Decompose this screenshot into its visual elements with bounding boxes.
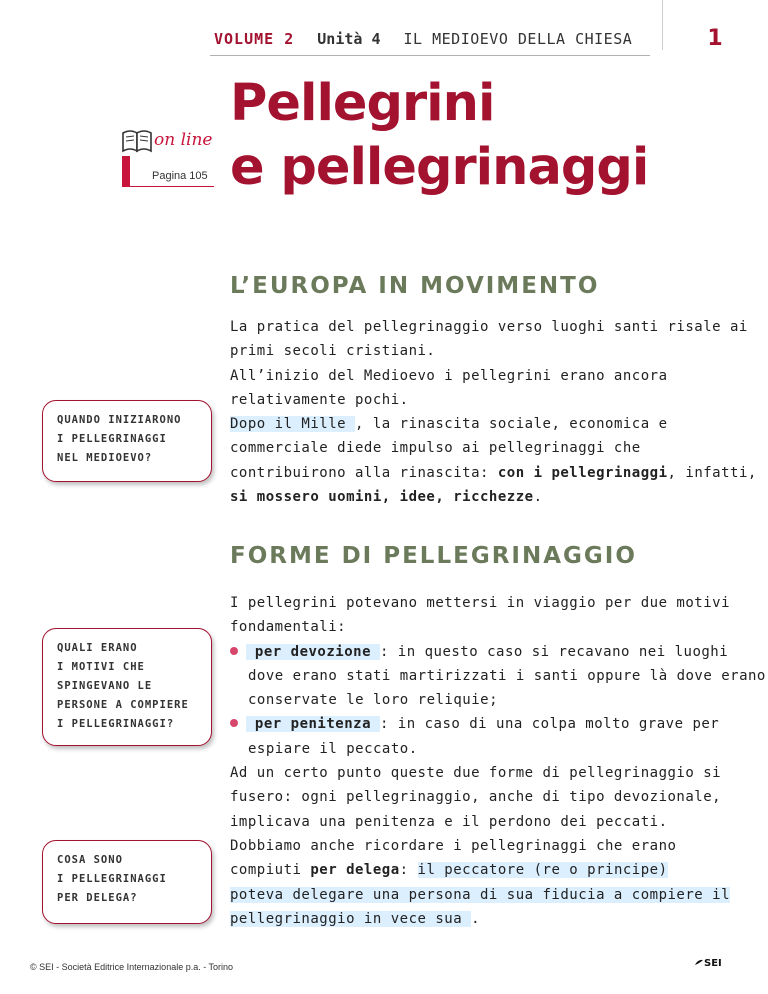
bold-span: con i pellegrinaggi: [497, 464, 668, 481]
online-label: on line: [154, 130, 213, 150]
question-line: QUANDO INIZIARONO: [57, 414, 182, 426]
bullet-item-devozione: [230, 640, 766, 664]
online-badge[interactable]: [118, 128, 214, 188]
text-line: espiare il peccato.: [248, 740, 418, 757]
text-span: compiuti: [230, 862, 311, 879]
question-box-delega: [42, 840, 212, 924]
page-title: [230, 72, 648, 200]
volume-label: VOLUME 2: [214, 30, 295, 48]
highlight-span: poteva delegare una persona di sua fiducia a compiere il: [230, 886, 731, 903]
question-line: COSA SONO: [57, 854, 123, 866]
text-span: : in caso di una colpa molto grave per: [379, 716, 720, 733]
text-line: fusero: ogni pellegrinaggio, anche di tipo devozionale,: [230, 789, 722, 806]
badge-rule: [122, 186, 214, 187]
question-box-motivi: [42, 628, 212, 746]
header-rule: [210, 55, 650, 56]
text-line: [230, 907, 766, 931]
text-line: [230, 485, 757, 509]
question-line: PER DELEGA?: [57, 892, 138, 904]
bold-span: si mossero uomini, idee, ricchezze: [230, 489, 534, 506]
text-span: , infatti,: [667, 464, 757, 481]
bullet-icon: [230, 647, 238, 655]
section-heading-europa: L’EUROPA IN MOVIMENTO: [230, 273, 600, 299]
title-line-1: Pellegrini: [230, 74, 495, 133]
text-line: [230, 858, 766, 882]
question-line: QUALI ERANO: [57, 642, 138, 654]
text-line: commerciale diede impulso ai pellegrinaggi che: [230, 440, 641, 457]
section2-body: [230, 591, 766, 931]
text-line: primi secoli cristiani.: [230, 343, 436, 360]
text-span: , la rinascita sociale, economica e: [355, 416, 668, 433]
theme-label: IL MEDIOEVO DELLA CHIESA: [403, 30, 633, 48]
page-number: 1: [707, 26, 723, 51]
text-line: dove erano stati martirizzati i santi oppure là dove erano: [248, 667, 766, 684]
section-heading-forme: FORME DI PELLEGRINAGGIO: [230, 543, 637, 569]
bullet-item-penitenza: [230, 712, 766, 736]
question-line: PERSONE A COMPIERE: [57, 699, 189, 711]
text-line: Dobbiamo anche ricordare i pellegrinaggi che erano: [230, 837, 677, 854]
text-line: [230, 412, 757, 436]
text-line: implicava una penitenza e il perdono dei peccati.: [230, 813, 668, 830]
unit-label: Unità 4: [317, 30, 381, 48]
text-line: [230, 461, 757, 485]
highlight-dopo-il-mille: Dopo il Mille: [230, 416, 356, 433]
question-line: SPINGEVANO LE: [57, 680, 153, 692]
question-box-quando: [42, 400, 212, 482]
text-span: :: [399, 862, 418, 879]
bullet-icon: [230, 719, 238, 727]
text-line: relativamente pochi.: [230, 391, 409, 408]
title-line-2: e pellegrinaggi: [230, 138, 649, 197]
question-line: I PELLEGRINAGGI: [57, 873, 167, 885]
header-divider: [662, 0, 663, 50]
sei-logo-text: SEI: [704, 958, 722, 969]
text-line: conservate le loro reliquie;: [248, 692, 499, 709]
badge-bar: [122, 156, 130, 186]
text-span: .: [471, 910, 481, 927]
highlight-span: pellegrinaggio in vece sua: [230, 910, 472, 927]
question-line: I MOTIVI CHE: [57, 661, 145, 673]
running-header: [214, 30, 632, 52]
text-line: All’inizio del Medioevo i pellegrini erano ancora: [230, 367, 668, 384]
question-line: I PELLEGRINAGGI: [57, 433, 167, 445]
bold-span: per delega: [310, 862, 400, 879]
text-line: Ad un certo punto queste due forme di pellegrinaggio si: [230, 765, 722, 782]
text-line: fondamentali:: [230, 619, 347, 636]
highlight-span: il peccatore (re o principe): [417, 862, 668, 879]
text-line: La pratica del pellegrinaggio verso luoghi santi risale ai: [230, 319, 748, 335]
term-penitenza: per penitenza: [246, 716, 380, 733]
text-line: [230, 883, 766, 907]
text-span: .: [533, 489, 543, 506]
book-icon: [120, 128, 154, 158]
text-line: I pellegrini potevano mettersi in viaggio per due motivi: [230, 595, 731, 611]
sei-logo: [694, 958, 722, 969]
sei-logo-mark-icon: [694, 958, 704, 967]
text-span: contribuirono alla rinascita:: [230, 464, 498, 481]
term-devozione: per devozione: [246, 643, 380, 660]
page-reference: Pagina 105: [152, 170, 208, 182]
copyright-notice: © SEI - Società Editrice Internazionale p.a. - Torino: [30, 962, 234, 972]
question-line: NEL MEDIOEVO?: [57, 452, 153, 464]
section1-body: [230, 315, 757, 509]
question-line: I PELLEGRINAGGI?: [57, 718, 175, 730]
text-span: : in questo caso si recavano nei luoghi: [379, 643, 729, 660]
